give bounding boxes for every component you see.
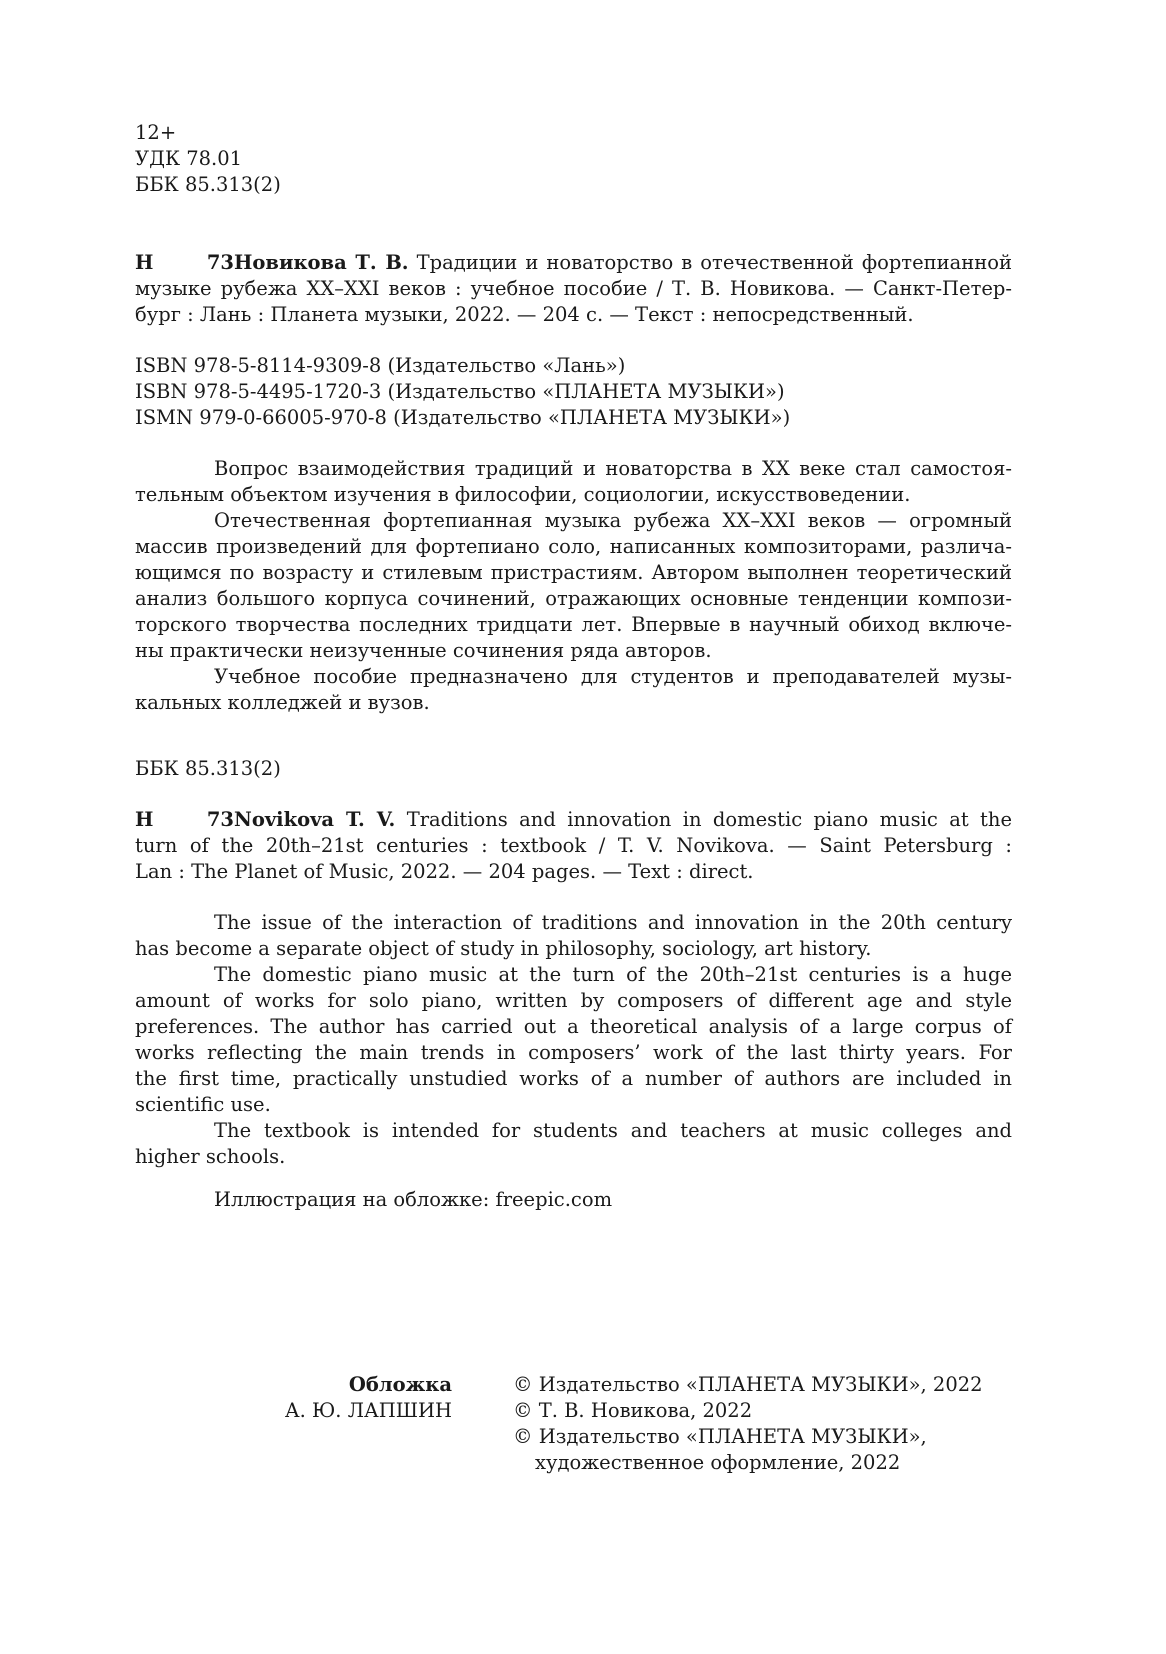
copyright-line: © Издательство «ПЛАНЕТА МУЗЫКИ», 2022 [513, 1373, 983, 1396]
entry-line: музыке рубежа XX–XXI веков : учебное пособие / Т. В. Новикова. — Санкт-Петер- [135, 277, 1012, 300]
ismn-line: ISMN 979-0-66005-970-8 (Издательство «ПЛАНЕТА МУЗЫКИ») [135, 406, 791, 429]
abstract-line: higher schools. [135, 1145, 286, 1168]
copyright-line: © Издательство «ПЛАНЕТА МУЗЫКИ», [513, 1425, 927, 1448]
cover-artist: А. Ю. ЛАПШИН [284, 1399, 452, 1422]
copyright-line: художественное оформление, 2022 [535, 1451, 901, 1474]
isbn-list [135, 353, 1012, 431]
classification-header [135, 120, 1012, 198]
abstract-line: The issue of the interaction of traditions and innovation in the 20th century [214, 911, 1012, 934]
en-abstract [135, 910, 1012, 1170]
ru-abstract [135, 456, 1012, 716]
abstract-line: анализ большого корпуса сочинений, отражающих основные тенденции компози- [135, 587, 1012, 610]
en-bibliographic-entry [135, 807, 1012, 885]
abstract-line: кальных колледжей и вузов. [135, 691, 430, 714]
author-name: Novikova T. V. [234, 808, 396, 831]
abstract-line: тельным объектом изучения в философии, социологии, искусствоведении. [135, 483, 911, 506]
bbk-en [135, 756, 1012, 782]
abstract-line: Отечественная фортепианная музыка рубежа XX–XXI веков — огромный [214, 509, 1012, 532]
abstract-line: ющимся по возрасту и стилевым пристрастиям. Автором выполнен теоретический [135, 561, 1012, 584]
udk-code: УДК 78.01 [135, 147, 243, 170]
abstract-line: the first time, practically unstudied works of a number of authors are included in [135, 1067, 1012, 1090]
abstract-line: works reflecting the main trends in composers’ work of the last thirty years. For [135, 1041, 1012, 1064]
entry-line: бург : Лань : Планета музыки, 2022. — 204 с. — Текст : непосредственный. [135, 303, 914, 326]
author-mark: Н 73 [135, 251, 234, 274]
abstract-line: has become a separate object of study in philosophy, sociology, art history. [135, 937, 872, 960]
bbk-code: ББК 85.313(2) [135, 757, 281, 780]
ru-bibliographic-entry [135, 250, 1012, 328]
title-text: Traditions and innovation in domestic piano music at the [406, 808, 1012, 831]
abstract-line: scientific use. [135, 1093, 271, 1116]
entry-line: Lan : The Planet of Music, 2022. — 204 pages. — Text : direct. [135, 860, 754, 883]
copyright-notices [513, 1372, 983, 1476]
copyright-line: © Т. В. Новикова, 2022 [513, 1399, 753, 1422]
abstract-line: ны практически неизученные сочинения ряда авторов. [135, 639, 712, 662]
isbn-line: ISBN 978-5-8114-9309-8 (Издательство «Лань») [135, 354, 626, 377]
illustration-line: Иллюстрация на обложке: freepic.com [214, 1188, 613, 1211]
age-rating: 12+ [135, 121, 177, 144]
cover-credit [285, 1372, 452, 1424]
illustration-credit [135, 1187, 1012, 1213]
author-mark: Н 73 [135, 808, 234, 831]
abstract-line: The textbook is intended for students and teachers at music colleges and [214, 1119, 1012, 1142]
abstract-line: preferences. The author has carried out a theoretical analysis of a large corpus of [135, 1015, 1012, 1038]
entry-line: turn of the 20th–21st centuries : textbook / T. V. Novikova. — Saint Petersburg : [135, 834, 1012, 857]
abstract-line: The domestic piano music at the turn of the 20th–21st centuries is a huge [214, 963, 1012, 986]
title-text: Традиции и новаторство в отечественной фортепианной [416, 251, 1012, 274]
abstract-line: amount of works for solo piano, written by composers of different age and style [135, 989, 1012, 1012]
bbk-code: ББК 85.313(2) [135, 173, 281, 196]
abstract-line: Вопрос взаимодействия традиций и новаторства в XX веке стал самостоя- [214, 457, 1012, 480]
cover-label: Обложка [348, 1373, 452, 1396]
abstract-line: массив произведений для фортепиано соло, написанных композиторами, различа- [135, 535, 1012, 558]
isbn-line: ISBN 978-5-4495-1720-3 (Издательство «ПЛАНЕТА МУЗЫКИ») [135, 380, 785, 403]
abstract-line: Учебное пособие предназначено для студентов и преподавателей музы- [214, 665, 1012, 688]
author-name: Новикова Т. В. [234, 251, 409, 274]
abstract-line: торского творчества последних тридцати лет. Впервые в научный обиход включе- [135, 613, 1012, 636]
copyright-section [135, 1372, 1012, 1482]
